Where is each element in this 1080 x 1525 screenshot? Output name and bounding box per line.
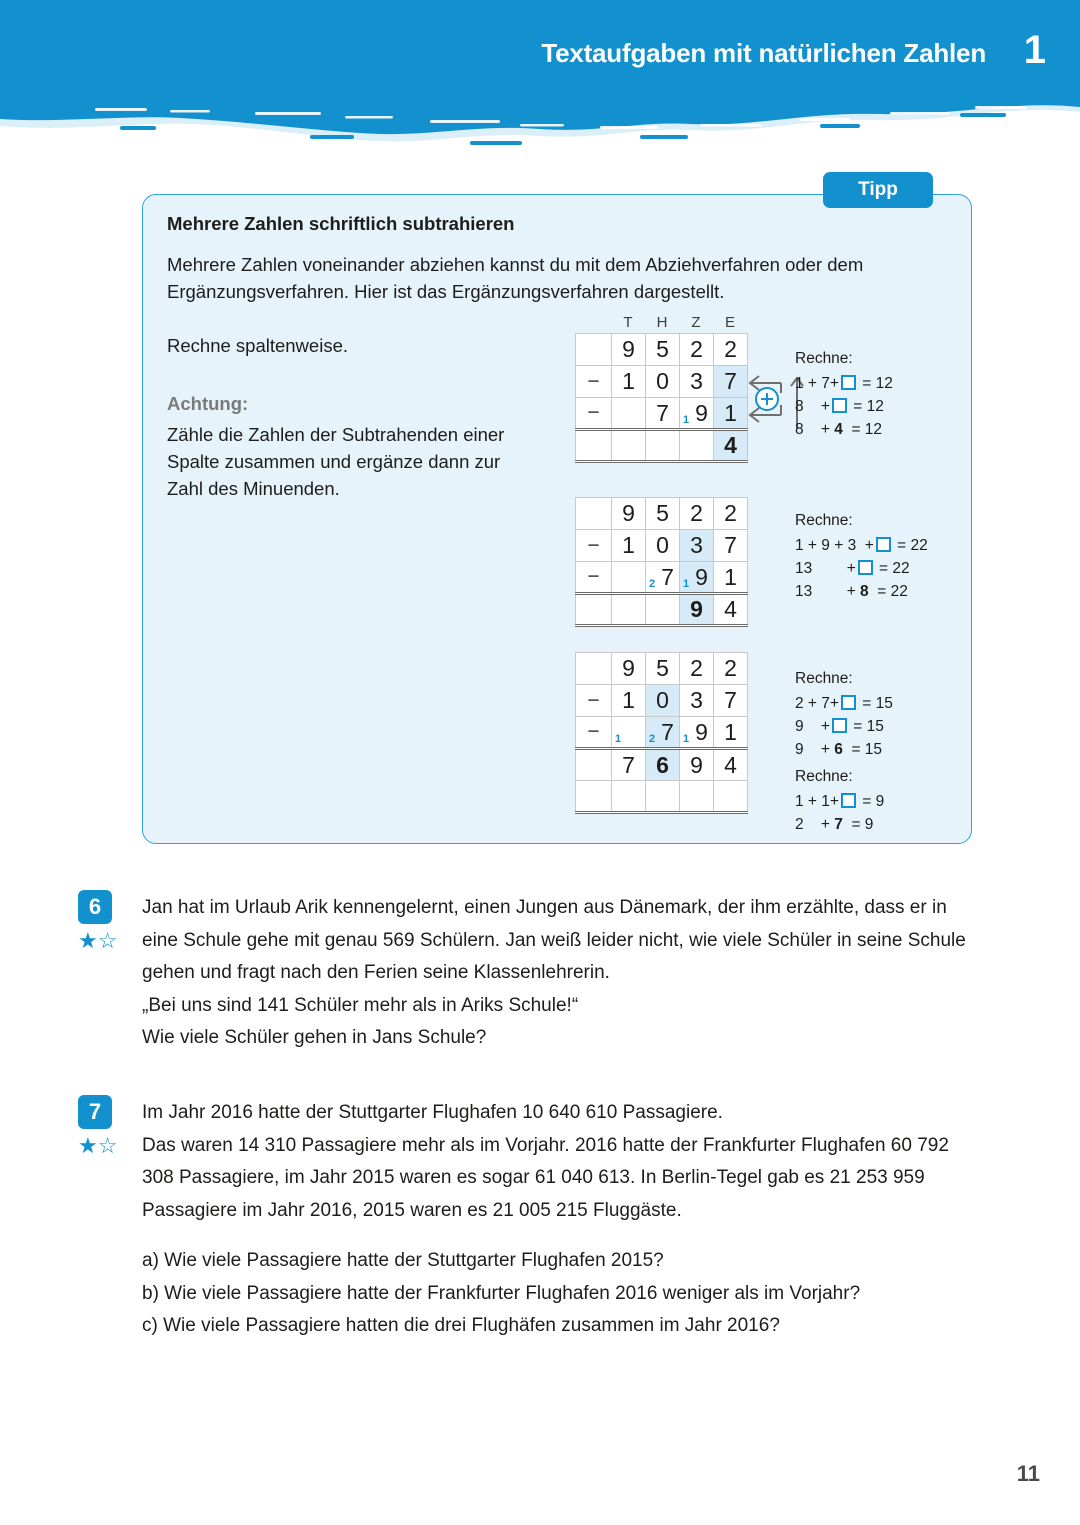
star-filled-icon: ★ [78, 1133, 98, 1158]
answer-value: 6 [829, 741, 848, 758]
digit-value: 1 [622, 532, 635, 558]
digit-cell [646, 334, 680, 366]
rechne-panel-3 [795, 667, 893, 761]
equation-left: 8 + [795, 421, 830, 438]
digit-cell [714, 749, 748, 781]
digit-cell [714, 562, 748, 594]
digit-value: 0 [656, 368, 669, 394]
answer-value: 7 [829, 816, 848, 833]
table-row [576, 594, 748, 626]
rechne-equation [795, 580, 928, 603]
tipp-heading: Mehrere Zahlen schriftlich subtrahieren [167, 213, 515, 234]
table-row [576, 498, 748, 530]
operator-cell [576, 334, 612, 366]
digit-cell [646, 717, 680, 749]
carry-digit: 1 [683, 578, 690, 590]
answer-box[interactable] [876, 537, 891, 552]
exercise-text [142, 892, 972, 1055]
place-header-E: E [724, 314, 735, 331]
answer-box[interactable] [841, 375, 856, 390]
digit-cell [714, 334, 748, 366]
rechne-equation [795, 790, 884, 813]
digit-cell [646, 749, 680, 781]
digit-value: 3 [690, 368, 703, 394]
digit-value: 9 [622, 500, 635, 526]
tipp-tab [823, 172, 933, 208]
place-header-H: H [656, 314, 668, 331]
equation-right: = 22 [872, 583, 908, 600]
operator-cell [576, 498, 612, 530]
digit-value: 2 [690, 336, 703, 362]
table-row [576, 717, 748, 749]
digit-value: 2 [724, 500, 737, 526]
difficulty-stars [78, 930, 117, 952]
place-header-Z: Z [691, 314, 701, 331]
digit-cell [646, 530, 680, 562]
digit-value: 7 [622, 751, 635, 778]
answer-box[interactable] [858, 560, 873, 575]
rechne-equation [795, 715, 893, 738]
table-row [576, 530, 748, 562]
rechne-label: Rechne: [795, 670, 853, 687]
table-row [576, 562, 748, 594]
carry-digit: 2 [649, 578, 656, 590]
rechne-label: Rechne: [795, 512, 853, 529]
digit-value: 9 [695, 399, 708, 426]
exercise-subitem: b) Wie viele Passagiere hatte der Frankfurter Flughafen 2016 weniger als im Vorjahr? [142, 1282, 861, 1304]
equation-right: = 12 [848, 398, 884, 415]
equation-left: 13 + [795, 583, 856, 600]
exercise-number: 7 [88, 1099, 102, 1124]
equation-right: = 12 [847, 421, 883, 438]
operator-cell: − [576, 398, 612, 430]
chapter-number: 1 [1023, 28, 1046, 72]
header-brush-banner [0, 0, 1080, 145]
equation-left: 1 + 1+ [795, 793, 839, 810]
digit-cell [612, 366, 646, 398]
operator-cell [576, 594, 612, 626]
exercise-paragraph: „Bei uns sind 141 Schüler mehr als in Ariks Schule!“ [142, 994, 579, 1016]
digit-cell [680, 781, 714, 813]
equation-right: = 22 [874, 560, 910, 577]
calc-table-step1 [575, 313, 748, 463]
rechne-equation [795, 813, 884, 836]
digit-value: 9 [690, 751, 703, 778]
exercise-number: 6 [88, 894, 102, 919]
table-row [576, 430, 748, 462]
digit-value: 5 [656, 655, 669, 681]
table-row [576, 653, 748, 685]
table-row [576, 334, 748, 366]
digit-value: 2 [724, 336, 737, 362]
tipp-rechne-spaltenweise: Rechne spaltenweise. [167, 335, 348, 356]
digit-cell [612, 653, 646, 685]
operator-cell: − [576, 366, 612, 398]
digit-value: 9 [690, 596, 703, 622]
tipp-achtung-label: Achtung: [167, 393, 249, 414]
digit-cell [680, 334, 714, 366]
operator-cell [576, 653, 612, 685]
calc-table-step3 [575, 652, 748, 814]
digit-value: 5 [656, 500, 669, 526]
carry-digit: 1 [615, 733, 622, 745]
equation-left: 1 + 7+ [795, 375, 839, 392]
rechne-equation [795, 534, 928, 557]
star-filled-icon: ★ [78, 928, 98, 953]
tipp-box [142, 194, 972, 844]
answer-value: 8 [855, 583, 873, 600]
rechne-equation [795, 395, 893, 418]
digit-cell [646, 594, 680, 626]
answer-value: 4 [829, 421, 848, 438]
digit-value: 9 [695, 563, 708, 590]
digit-value: 2 [690, 500, 703, 526]
star-outline-icon: ☆ [97, 1133, 118, 1158]
equation-right: = 22 [892, 537, 928, 554]
digit-cell [714, 498, 748, 530]
equation-left: 2 + 7+ [795, 695, 839, 712]
exercise-subitems [142, 1245, 972, 1343]
digit-cell [646, 430, 680, 462]
star-outline-icon: ☆ [97, 928, 118, 953]
digit-cell [612, 562, 646, 594]
answer-box[interactable] [832, 398, 847, 413]
equation-right: = 15 [847, 741, 883, 758]
carry-digit: 2 [649, 733, 656, 745]
digit-cell [714, 530, 748, 562]
page-number: 11 [1016, 1461, 1040, 1486]
digit-cell [612, 398, 646, 430]
operator-cell [576, 781, 612, 813]
carry-digit: 1 [683, 733, 690, 745]
answer-box[interactable] [832, 718, 847, 733]
table-row [576, 781, 748, 813]
digit-cell [714, 781, 748, 813]
operator-cell [576, 430, 612, 462]
equation-right: = 12 [857, 375, 893, 392]
table-row [576, 366, 748, 398]
digit-value: 0 [656, 532, 669, 558]
digit-value: 3 [690, 532, 703, 558]
digit-cell [612, 685, 646, 717]
digit-cell [714, 685, 748, 717]
page-title: Textaufgaben mit natürlichen Zahlen [541, 38, 986, 68]
equation-left: 13 + [795, 560, 856, 577]
digit-cell [680, 398, 714, 430]
digit-value: 7 [661, 563, 674, 590]
table-row [576, 398, 748, 430]
digit-value: 1 [724, 399, 737, 426]
place-value-headers [575, 313, 748, 333]
tipp-intro-text: Mehrere Zahlen voneinander abziehen kannst du mit dem Abziehverfahren oder dem Ergänzungsverfahren. Hier ist das Ergänzungsverfahren dargestellt. [167, 254, 864, 302]
digit-cell [612, 498, 646, 530]
calc-table-step2 [575, 497, 748, 627]
exercise-subitem: c) Wie viele Passagiere hatten die drei Flughäfen zusammen im Jahr 2016? [142, 1315, 780, 1336]
digit-cell [680, 594, 714, 626]
equation-left: 8 + [795, 398, 830, 415]
digit-cell [612, 334, 646, 366]
rechne-equation [795, 692, 893, 715]
digit-value: 0 [656, 687, 669, 713]
digit-cell [680, 366, 714, 398]
digit-cell [680, 749, 714, 781]
exercise-text [142, 1097, 972, 1343]
exercise-paragraph: Das waren 14 310 Passagiere mehr als im Vorjahr. 2016 hatte der Frankfurter Flughafen 60 792 308 Passagiere, im Jahr 2015 waren es sogar 61 040 613. In Berlin-Tegel gab es 21 253 959 Passagiere im Jahr 2016, 2015 waren es 21 005 215 Fluggäste. [142, 1134, 949, 1221]
equation-left: 9 + [795, 741, 830, 758]
digit-value: 4 [724, 596, 737, 622]
digit-cell [646, 498, 680, 530]
rechne-equation [795, 372, 893, 395]
digit-value: 4 [724, 751, 737, 778]
digit-value: 9 [622, 655, 635, 681]
digit-value: 2 [690, 655, 703, 681]
subtraction-table [575, 652, 748, 814]
table-row [576, 685, 748, 717]
rechne-equation [795, 418, 893, 441]
equation-right: = 15 [857, 695, 893, 712]
digit-value: 3 [690, 687, 703, 713]
rechne-label: Rechne: [795, 768, 853, 785]
digit-cell [646, 653, 680, 685]
place-header-T: T [623, 314, 633, 331]
digit-value: 5 [656, 336, 669, 362]
digit-cell [612, 530, 646, 562]
digit-value: 1 [724, 563, 737, 590]
difficulty-stars [78, 1135, 117, 1157]
digit-cell [714, 717, 748, 749]
exercise-paragraph: Wie viele Schüler gehen in Jans Schule? [142, 1027, 487, 1048]
digit-value: 6 [656, 751, 669, 778]
operator-cell: − [576, 530, 612, 562]
digit-value: 1 [622, 687, 635, 713]
operator-cell: − [576, 717, 612, 749]
equation-right: = 15 [848, 718, 884, 735]
digit-cell [680, 562, 714, 594]
table-row [576, 749, 748, 781]
digit-cell [680, 498, 714, 530]
digit-value: 1 [724, 718, 737, 745]
subtraction-table [575, 333, 748, 463]
digit-cell [714, 653, 748, 685]
digit-cell [680, 685, 714, 717]
digit-cell [646, 781, 680, 813]
equation-left: 9 + [795, 718, 830, 735]
answer-box[interactable] [841, 793, 856, 808]
digit-value: 2 [724, 655, 737, 681]
digit-cell [612, 594, 646, 626]
digit-cell [646, 398, 680, 430]
tipp-achtung-body: Zähle die Zahlen der Subtrahenden einer Spalte zusammen und ergänze dann zur Zahl des Minuenden. [167, 424, 505, 499]
digit-cell [646, 562, 680, 594]
exercise-subitem: a) Wie viele Passagiere hatte der Stuttgarter Flughafen 2015? [142, 1250, 664, 1271]
digit-value: 7 [661, 718, 674, 745]
subtraction-table [575, 497, 748, 627]
equation-left: 1 + 9 + 3 + [795, 537, 874, 554]
digit-value: 9 [695, 718, 708, 745]
digit-value: 1 [622, 368, 635, 394]
exercise-number-badge [78, 1095, 112, 1129]
digit-cell [714, 594, 748, 626]
digit-cell [646, 685, 680, 717]
digit-value: 7 [724, 532, 737, 558]
equation-right: = 9 [857, 793, 885, 810]
rechne-panel-4 [795, 765, 884, 836]
exercise-number-badge [78, 890, 112, 924]
digit-value: 4 [724, 432, 737, 458]
digit-cell [612, 749, 646, 781]
digit-value: 7 [724, 687, 737, 713]
digit-cell [680, 430, 714, 462]
answer-box[interactable] [841, 695, 856, 710]
digit-cell [680, 717, 714, 749]
operator-cell: − [576, 685, 612, 717]
carry-digit: 1 [683, 414, 690, 426]
rechne-equation [795, 557, 928, 580]
page-header [0, 0, 1080, 145]
rechne-panel-1 [795, 347, 893, 441]
operator-cell: − [576, 562, 612, 594]
rechne-label: Rechne: [795, 350, 853, 367]
rechne-equation [795, 738, 893, 761]
digit-value: 9 [622, 336, 635, 362]
exercise-paragraph: Im Jahr 2016 hatte der Stuttgarter Flughafen 10 640 610 Passagiere. [142, 1102, 723, 1123]
digit-cell [612, 717, 646, 749]
digit-cell [612, 781, 646, 813]
digit-cell [646, 366, 680, 398]
digit-cell [612, 430, 646, 462]
digit-cell [680, 653, 714, 685]
equation-left: 2 + [795, 816, 830, 833]
tipp-tab-label: Tipp [858, 179, 898, 200]
operator-cell [576, 749, 612, 781]
rechne-panel-2 [795, 509, 928, 603]
equation-right: = 9 [847, 816, 874, 833]
digit-value: 7 [656, 399, 669, 426]
exercise-paragraph: Jan hat im Urlaub Arik kennengelernt, einen Jungen aus Dänemark, der ihm erzählte, dass er in eine Schule gehe mit genau 569 Schülern. Jan weiß leider nicht, wie viele Schüler in seine Schule gehen und fragt nach den Ferien seine Klassenlehrerin. [142, 897, 966, 983]
digit-cell [680, 530, 714, 562]
digit-value: 7 [724, 368, 737, 394]
